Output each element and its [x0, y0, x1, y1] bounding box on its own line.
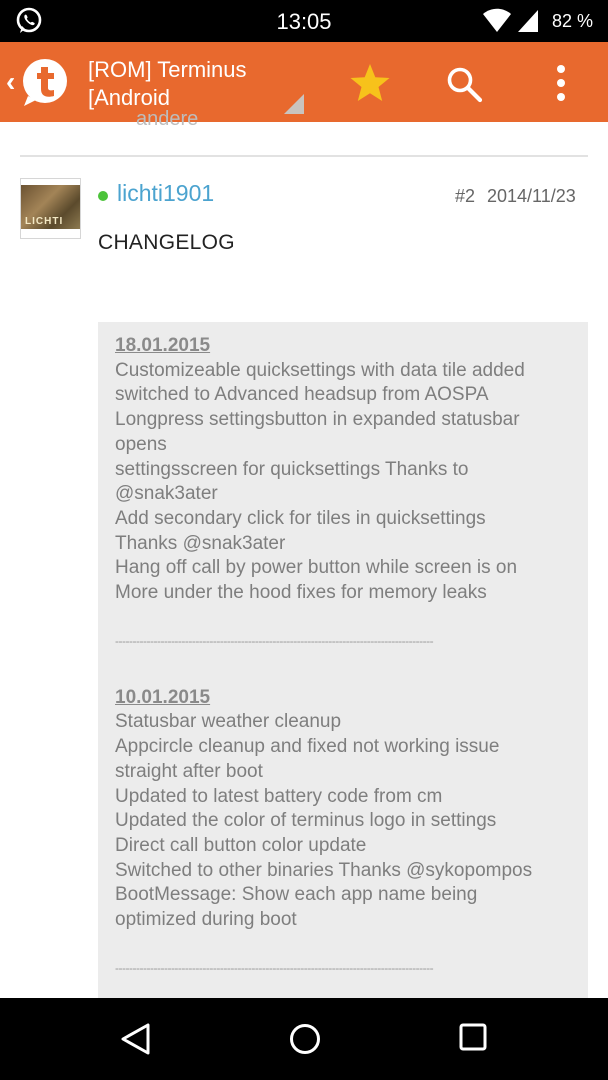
changelog-line: Updated to latest battery code from cm	[115, 785, 443, 807]
section-date: 10.01.2015	[115, 686, 211, 708]
changelog-line: Switched to other binaries Thanks @sykopompos	[115, 859, 533, 881]
username-link[interactable]: lichti1901	[117, 180, 215, 206]
avatar-text: LICHTI	[25, 216, 64, 227]
post-number: #2	[455, 186, 476, 206]
battery-level: 82 %	[552, 11, 594, 31]
section-date: 18.01.2015	[115, 335, 211, 356]
search-icon[interactable]	[444, 64, 484, 104]
changelog-line: Longpress settingsbutton in expanded statusbar	[115, 409, 520, 431]
thread-title-line2: [Android	[88, 85, 170, 110]
changelog-line: More under the hood fixes for memory leaks	[115, 582, 487, 604]
changelog-line: Customizeable quicksettings with data tile added	[115, 359, 525, 381]
recents-square-icon[interactable]	[459, 1023, 487, 1051]
app-bar	[0, 42, 608, 122]
thread-title-line1: [ROM] Terminus	[88, 57, 247, 82]
post-divider	[20, 155, 588, 157]
avatar[interactable]	[20, 178, 81, 239]
changelog-line: BootMessage: Show each app name being	[115, 884, 478, 906]
changelog-line: Appcircle cleanup and fixed not working issue	[115, 736, 500, 758]
changelog-line: Statusbar weather cleanup	[115, 711, 342, 733]
post-date: 2014/11/23	[487, 186, 576, 206]
status-bar	[0, 0, 608, 42]
more-vert-icon[interactable]	[548, 62, 574, 104]
previous-post-fragment: andere	[136, 108, 199, 130]
changelog-quote-box	[98, 322, 588, 1042]
back-chevron-icon[interactable]: ‹	[6, 66, 16, 97]
back-triangle-icon[interactable]	[118, 1022, 152, 1056]
avatar-image	[21, 185, 80, 229]
home-circle-icon[interactable]	[288, 1022, 322, 1056]
navigation-bar	[0, 998, 608, 1080]
thread-title-dropdown[interactable]	[88, 56, 298, 112]
changelog-line: Updated the color of terminus logo in settings	[115, 810, 497, 832]
changelog-line: straight after boot	[115, 760, 263, 782]
changelog-section	[115, 334, 588, 606]
tapatalk-logo-icon[interactable]	[18, 56, 70, 108]
thread-content[interactable]	[0, 108, 608, 998]
changelog-section	[115, 686, 588, 933]
signal-icon	[516, 8, 540, 34]
star-icon[interactable]	[348, 62, 392, 104]
changelog-line: Thanks @snak3ater	[115, 532, 286, 554]
changelog-line: Add secondary click for tiles in quicksettings	[115, 507, 486, 529]
section-separator: -------------------------------------------------------------------------------------------	[115, 633, 434, 648]
online-status-dot	[98, 191, 108, 201]
changelog-line: switched to Advanced headsup from AOSPA	[115, 384, 489, 406]
dropdown-indicator-icon	[284, 94, 304, 114]
changelog-line: opens	[115, 433, 167, 455]
clock: 13:05	[276, 9, 332, 34]
changelog-line: settingsscreen for quicksettings Thanks to	[115, 458, 469, 480]
section-separator: -------------------------------------------------------------------------------------------	[115, 960, 434, 975]
changelog-line: Hang off call by power button while screen is on	[115, 557, 518, 579]
changelog-line: optimized during boot	[115, 909, 297, 931]
changelog-line: @snak3ater	[115, 483, 218, 505]
wifi-icon	[482, 8, 512, 34]
changelog-line: Direct call button color update	[115, 834, 367, 856]
post-heading: CHANGELOG	[98, 231, 235, 254]
